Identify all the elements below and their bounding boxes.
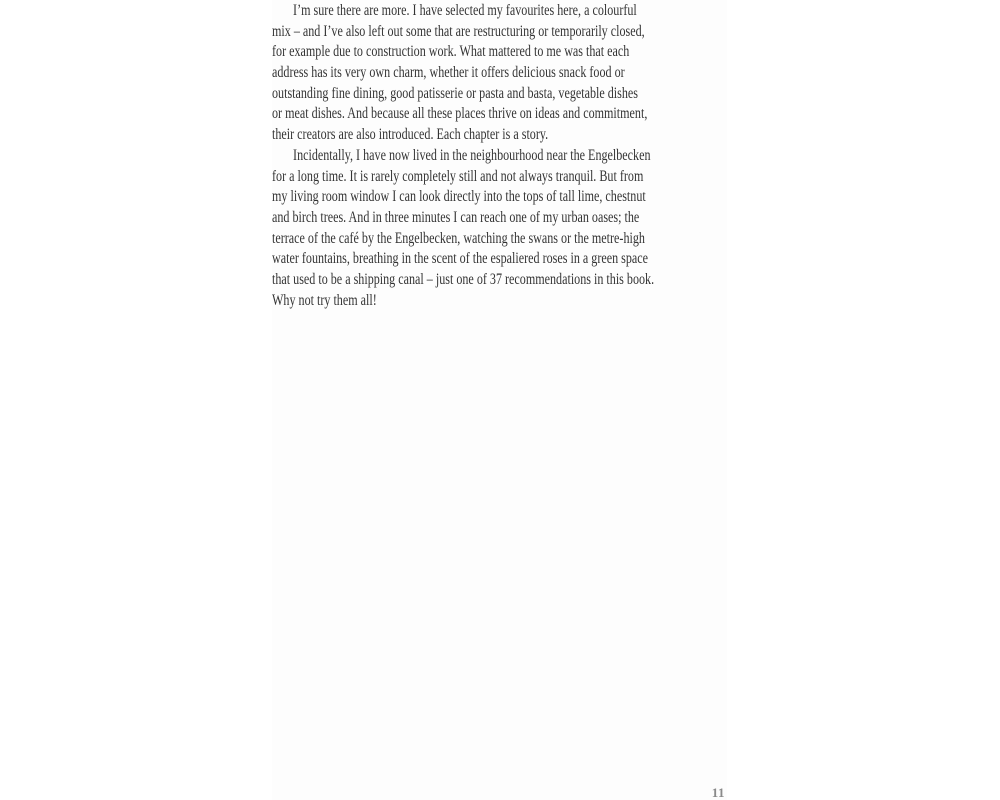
text-line: Why not try them all! [272, 291, 377, 309]
paragraph [272, 146, 728, 312]
text-line: or meat dishes. And because all these places thrive on ideas and commitment, [272, 105, 648, 123]
text-line: for a long time. It is rarely completely still and not always tranquil. But from [272, 167, 644, 185]
text-line: that used to be a shipping canal – just one of 37 recommendations in this book. [272, 270, 655, 288]
text-line: Incidentally, I have now lived in the neighbourhood near the Engelbecken [293, 146, 651, 164]
text-line: water fountains, breathing in the scent of the espaliered roses in a green space [272, 250, 648, 268]
text-line: mix – and I’ve also left out some that are restructuring or temporarily closed, [272, 22, 645, 40]
text-line: and birch trees. And in three minutes I can reach one of my urban oases; the [272, 208, 640, 226]
text-line: outstanding fine dining, good patisserie or pasta and basta, vegetable dishes [272, 84, 638, 102]
text-line: for example due to construction work. What mattered to me was that each [272, 43, 630, 61]
page-number: 11 [711, 785, 725, 800]
text-line: terrace of the café by the Engelbecken, watching the swans or the metre-high [272, 229, 645, 247]
paragraph [272, 1, 728, 146]
text-line: I’m sure there are more. I have selected my favourites here, a colourful [293, 2, 637, 19]
book-page [272, 0, 727, 800]
text-line: my living room window I can look directly into the tops of tall lime, chestnut [272, 188, 646, 206]
text-line: their creators are also introduced. Each chapter is a story. [272, 126, 549, 144]
text-line: address has its very own charm, whether it offers delicious snack food or [272, 64, 625, 82]
body-text [272, 1, 728, 311]
